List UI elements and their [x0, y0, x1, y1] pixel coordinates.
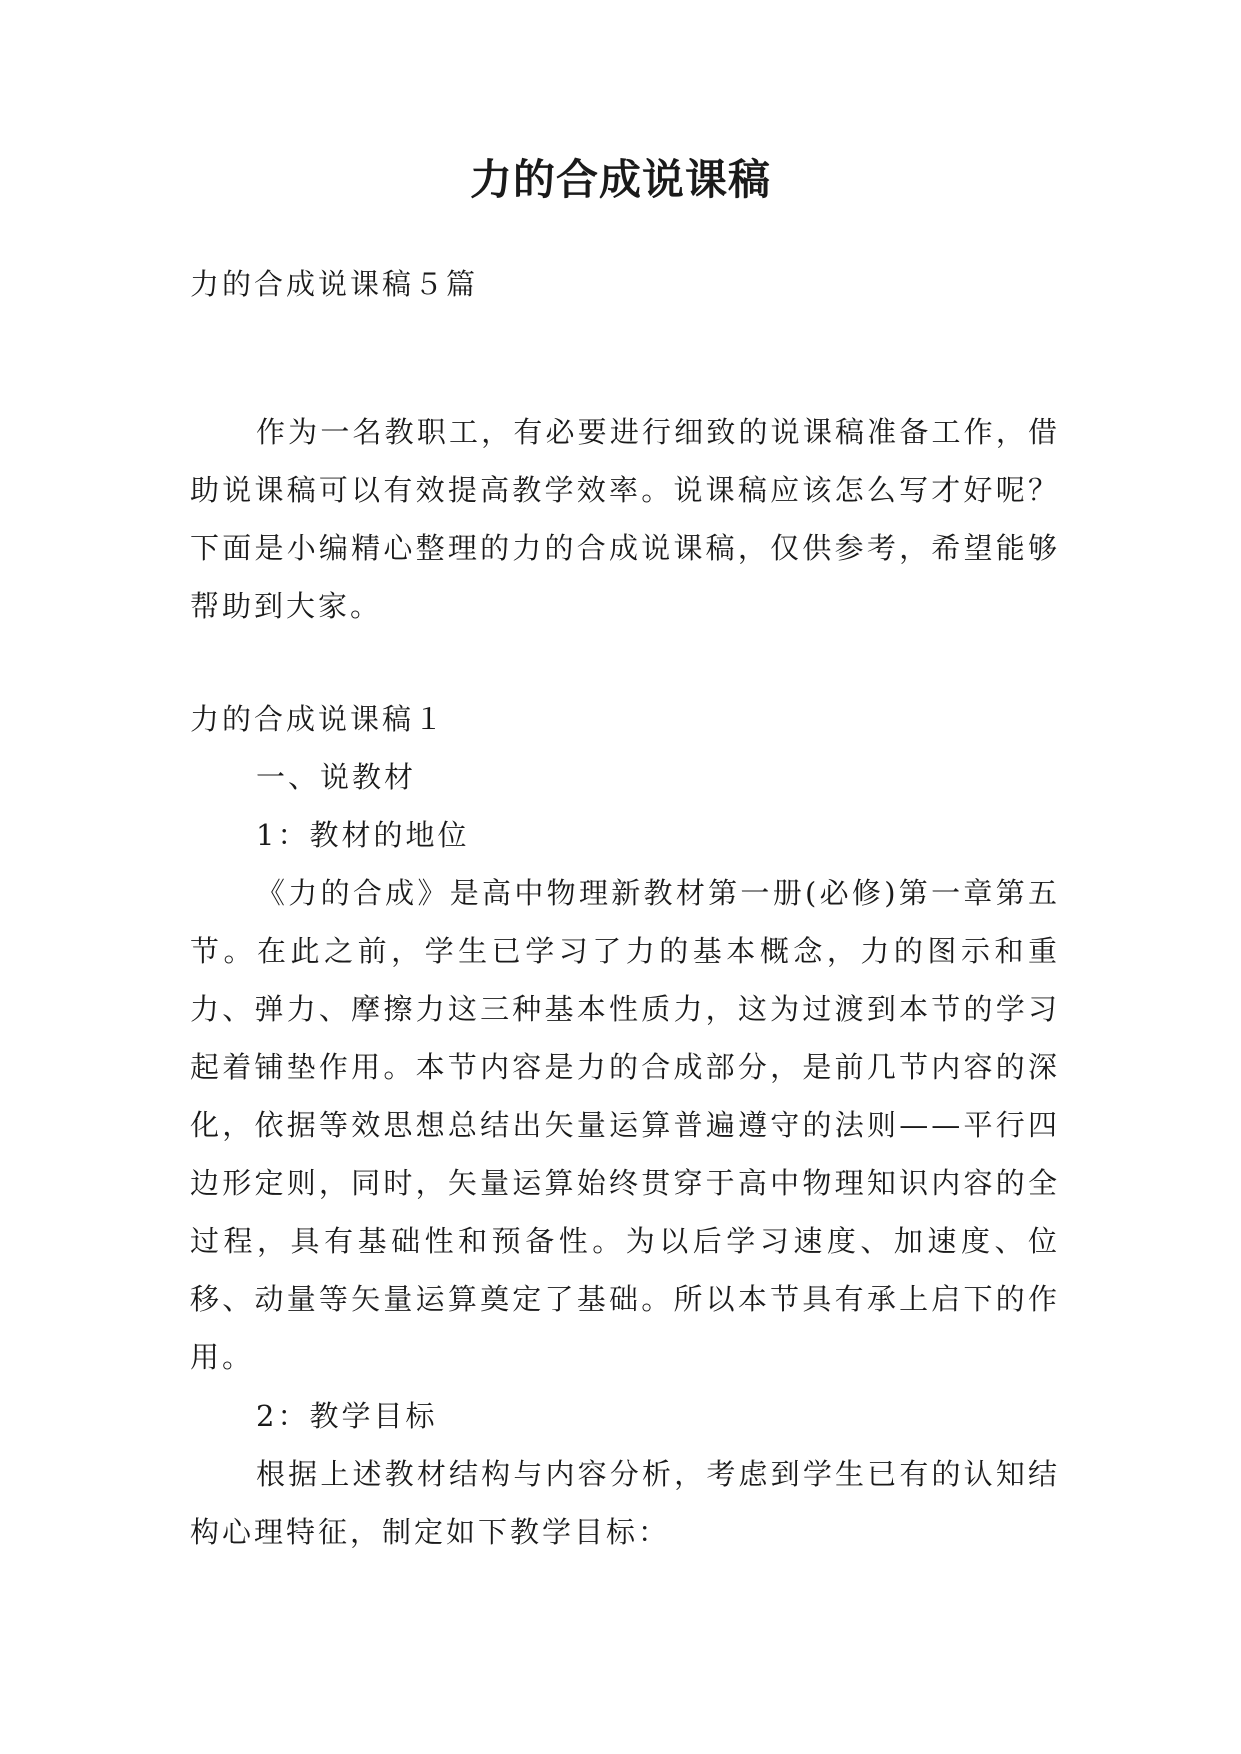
document-subtitle: 力的合成说课稿５篇: [190, 267, 479, 301]
item-heading-textbook-position: 1：教材的地位: [256, 818, 470, 852]
item-heading-teaching-goals: 2：教学目标: [256, 1399, 438, 1433]
part-heading-textbook: 一、说教材: [256, 760, 417, 794]
textbook-position-paragraph: 《力的合成》是高中物理新教材第一册(必修)第一章第五节。在此之前，学生已学习了力的基本概念，力的图示和重力、弹力、摩擦力这三种基本性质力，这为过渡到本节的学习起着铺垫作用。本节内容是力的合成部分，是前几节内容的深化，依据等效思想总结出矢量运算普遍遵守的法则——平行四边形定则，同时，矢量运算始终贯穿于高中物理知识内容的全过程，具有基础性和预备性。为以后学习速度、加速度、位移、动量等矢量运算奠定了基础。所以本节具有承上启下的作用。: [190, 876, 1060, 1374]
intro-paragraph: 作为一名教职工，有必要进行细致的说课稿准备工作，借助说课稿可以有效提高教学效率。说课稿应该怎么写才好呢？下面是小编精心整理的力的合成说课稿，仅供参考，希望能够帮助到大家。: [190, 415, 1060, 623]
teaching-goals-paragraph: 根据上述教材结构与内容分析，考虑到学生已有的认知结构心理特征，制定如下教学目标：: [190, 1457, 1060, 1549]
document-title: 力的合成说课稿: [469, 155, 771, 204]
section-heading-1: 力的合成说课稿１: [190, 702, 447, 736]
